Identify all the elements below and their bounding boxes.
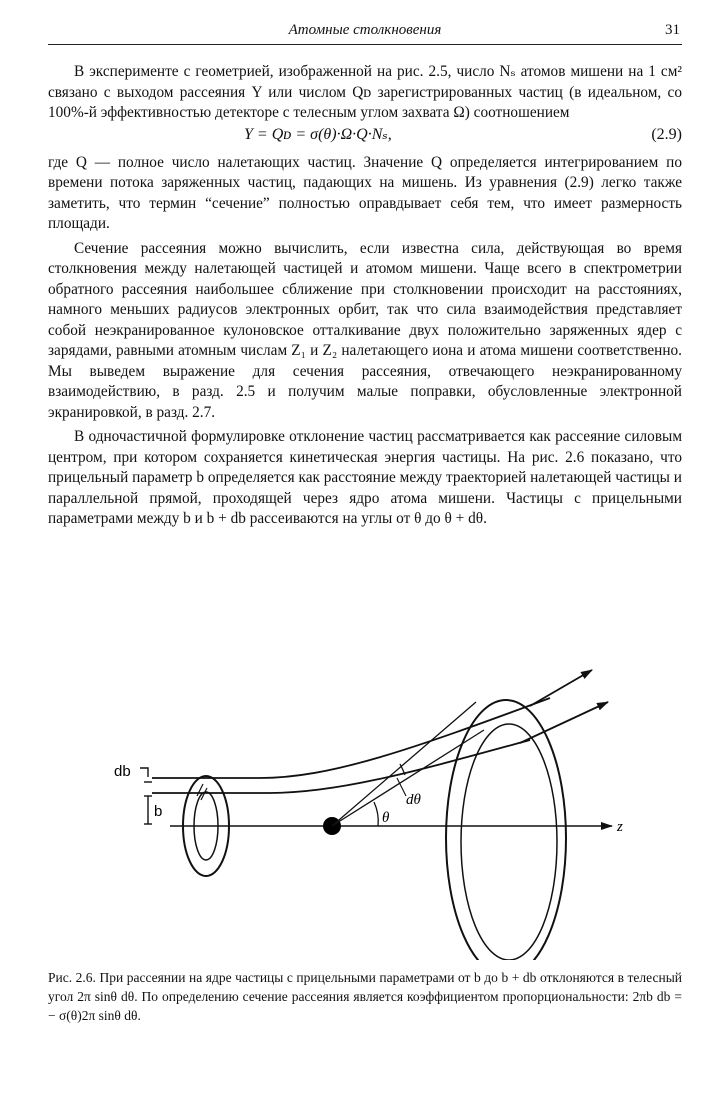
running-title: Атомные столкновения [288, 22, 442, 38]
paragraph-1: В эксперименте с геометрией, изображенной на рис. 2.5, число Nₛ атомов мишени на 1 см² связано с выходом рассеяния Y или числом Qᴅ зарегистрированных частиц (в идеальном, со 100%-й эффективностью детекторе с телесным углом захвата Ω) соотношением [48, 63, 682, 121]
equation-number: (2.9) [651, 125, 682, 143]
equation-body: Y = Qᴅ = σ(θ)·Ω·Q·Nₛ, [244, 125, 392, 143]
page-header [48, 18, 682, 45]
label-theta: θ [382, 810, 390, 826]
theta-arc [374, 802, 378, 826]
figure-caption: Рис. 2.6. При рассеянии на ядре частицы с прицельными параметрами от b до b + db отклоняются в телесный угол 2π sinθ dθ. По определению сечение рассеяния является коэффициентом пропорциональности: 2πb db = − σ(θ)2π sinθ dθ. [48, 970, 682, 1023]
db-bracket [140, 768, 148, 777]
scattering-diagram [100, 630, 660, 960]
paragraph-3: Сечение рассеяния можно вычислить, если известна сила, действующая во время столкновения между налетающей частицей и атомом мишени. Чаще всего в спектрометрии обратного рассеяния наибольшее сближение при столкновении происходит на расстояниях, намного меньших радиусов электронных орбит, так что сила взаимодействия представляет собой неэкранированное кулоновское отталкивание двух положительно заряженных ядер с зарядами, равными атомным числам Z₁ и Z₂ налетающего иона и атома мишени соответственно. Мы выведем выражение для сечения рассеяния, отвечающего неэкранированному взаимодействию, в разд. 2.5 и получим малые поправки, обусловленные электронной экранировкой, в разд. 2.7. [48, 239, 682, 421]
large-ring-inner [461, 724, 557, 960]
angle-ray-2 [332, 730, 484, 826]
paragraph-4: В одночастичной формулировке отклонение частиц рассматривается как рассеяние силовым центром, при котором сохраняется кинетическая энергия частицы. На рис. 2.6 показано, что прицельный параметр b определяется как расстояние между траекторией налетающей частицы и параллельной прямой, проходящей через ядро атома мишени. Частицы с прицельными параметрами между b и b + db рассеиваются на углы от θ до θ + dθ. [48, 428, 682, 527]
label-db: db [114, 763, 131, 780]
paragraph-2: где Q — полное число налетающих частиц. Значение Q определяется интегрированием по времени потока заряженных частиц, падающих на мишень. Из уравнения (2.9) легко также заметить, что термин “сечение” полностью оправдывает себя тем, что имеет размерность площади. [48, 153, 682, 232]
trajectory-upper-out [530, 670, 592, 706]
trajectory-lower-out [520, 702, 608, 743]
label-z: z [617, 819, 623, 835]
large-ring-outer [446, 700, 566, 960]
label-dtheta: dθ [406, 792, 421, 808]
figure-2-6 [100, 630, 660, 960]
body-text [48, 62, 682, 530]
label-b: b [154, 803, 163, 820]
equation-2-9 [48, 125, 682, 147]
page-number: 31 [665, 22, 680, 38]
trajectory-upper [152, 698, 550, 778]
